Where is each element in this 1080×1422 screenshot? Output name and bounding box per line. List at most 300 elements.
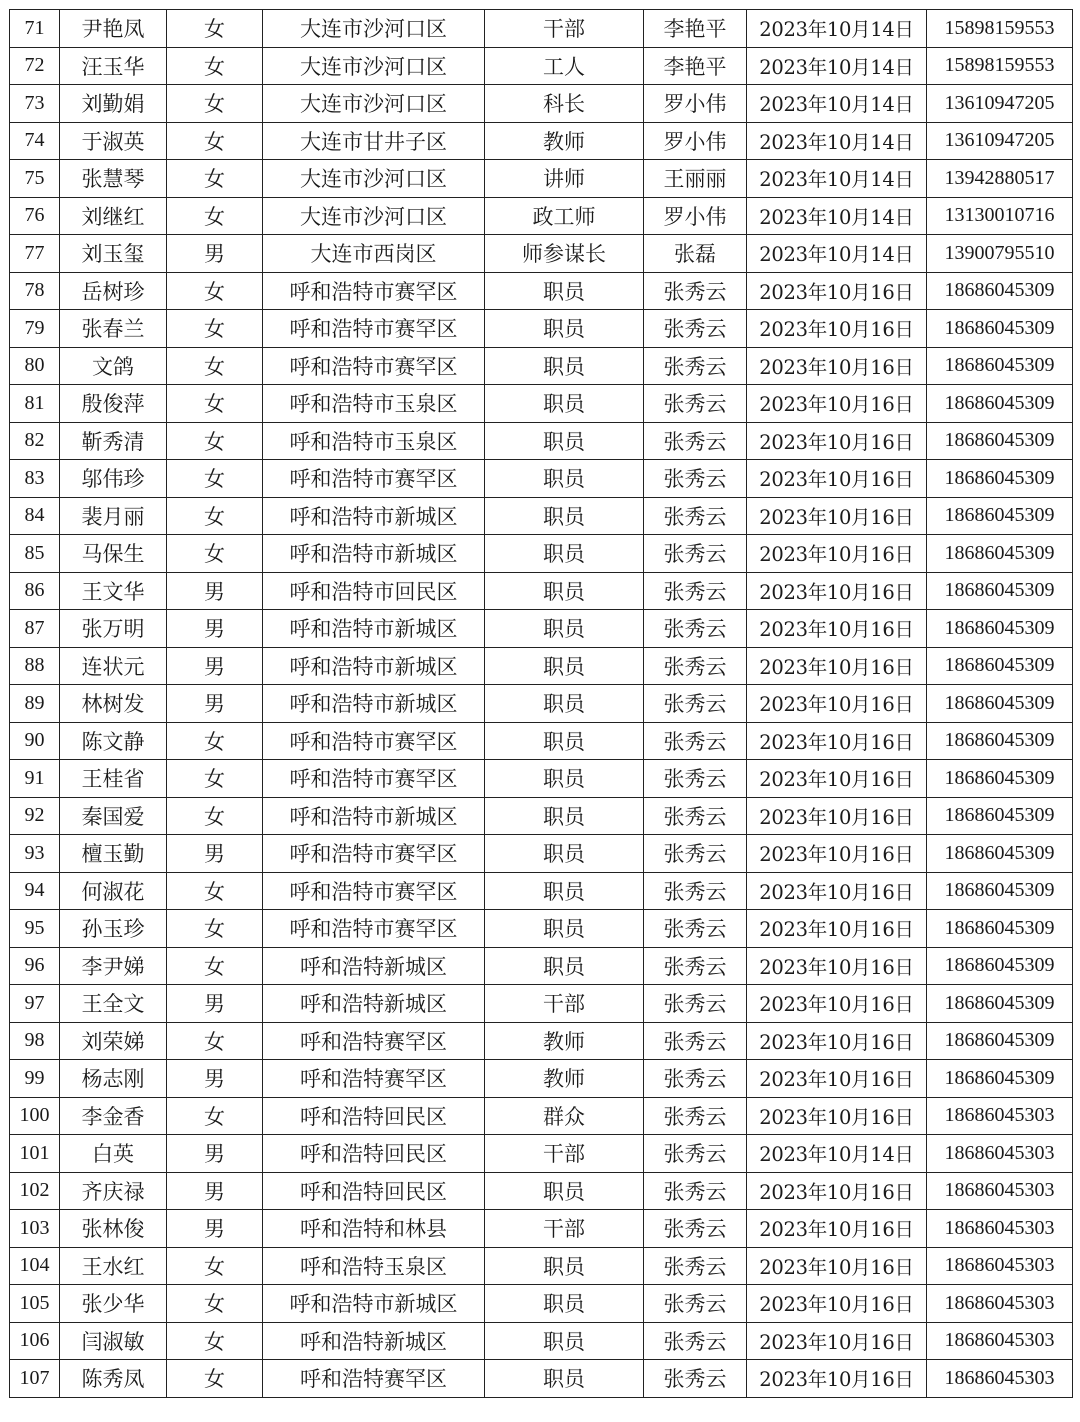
table-row xyxy=(10,1360,1073,1398)
date-cell: 2023年10月16日 xyxy=(747,385,927,423)
address-cell: 大连市沙河口区 xyxy=(263,85,485,123)
address-cell: 呼和浩特市新城区 xyxy=(263,535,485,573)
contact-person-cell: 张秀云 xyxy=(644,347,747,385)
date-cell: 2023年10月16日 xyxy=(747,947,927,985)
date-cell: 2023年10月16日 xyxy=(747,760,927,798)
date-cell: 2023年10月16日 xyxy=(747,835,927,873)
phone-cell: 18686045309 xyxy=(927,347,1073,385)
occupation-cell: 职员 xyxy=(485,1322,644,1360)
phone-cell: 18686045303 xyxy=(927,1097,1073,1135)
date-cell: 2023年10月16日 xyxy=(747,722,927,760)
person-name-cell: 张林俊 xyxy=(60,1210,167,1248)
occupation-cell: 职员 xyxy=(485,460,644,498)
phone-cell: 18686045303 xyxy=(927,1247,1073,1285)
contact-person-cell: 张秀云 xyxy=(644,685,747,723)
date-cell: 2023年10月16日 xyxy=(747,535,927,573)
gender-cell: 男 xyxy=(167,1135,263,1173)
row-number-cell: 84 xyxy=(10,497,60,535)
phone-cell: 18686045309 xyxy=(927,760,1073,798)
gender-cell: 男 xyxy=(167,647,263,685)
occupation-cell: 职员 xyxy=(485,1247,644,1285)
phone-cell: 18686045309 xyxy=(927,872,1073,910)
address-cell: 呼和浩特市玉泉区 xyxy=(263,422,485,460)
person-name-cell: 刘继红 xyxy=(60,197,167,235)
person-name-cell: 于淑英 xyxy=(60,122,167,160)
person-name-cell: 连状元 xyxy=(60,647,167,685)
row-number-cell: 79 xyxy=(10,310,60,348)
contact-person-cell: 张秀云 xyxy=(644,460,747,498)
person-name-cell: 杨志刚 xyxy=(60,1060,167,1098)
row-number-cell: 95 xyxy=(10,910,60,948)
contact-person-cell: 张秀云 xyxy=(644,722,747,760)
table-row xyxy=(10,610,1073,648)
contact-person-cell: 张秀云 xyxy=(644,872,747,910)
phone-cell: 13130010716 xyxy=(927,197,1073,235)
row-number-cell: 89 xyxy=(10,685,60,723)
contact-person-cell: 张秀云 xyxy=(644,1135,747,1173)
address-cell: 呼和浩特市赛罕区 xyxy=(263,760,485,798)
date-cell: 2023年10月16日 xyxy=(747,647,927,685)
occupation-cell: 职员 xyxy=(485,1360,644,1398)
contact-person-cell: 罗小伟 xyxy=(644,197,747,235)
row-number-cell: 101 xyxy=(10,1135,60,1173)
gender-cell: 男 xyxy=(167,610,263,648)
contact-person-cell: 李艳平 xyxy=(644,10,747,48)
phone-cell: 18686045309 xyxy=(927,610,1073,648)
date-cell: 2023年10月16日 xyxy=(747,310,927,348)
address-cell: 呼和浩特新城区 xyxy=(263,1322,485,1360)
address-cell: 呼和浩特市赛罕区 xyxy=(263,347,485,385)
contact-person-cell: 张秀云 xyxy=(644,272,747,310)
person-name-cell: 岳树珍 xyxy=(60,272,167,310)
occupation-cell: 职员 xyxy=(485,797,644,835)
row-number-cell: 105 xyxy=(10,1285,60,1323)
gender-cell: 女 xyxy=(167,197,263,235)
person-name-cell: 张少华 xyxy=(60,1285,167,1323)
person-name-cell: 闫淑敏 xyxy=(60,1322,167,1360)
table-row xyxy=(10,422,1073,460)
date-cell: 2023年10月14日 xyxy=(747,85,927,123)
contact-person-cell: 张秀云 xyxy=(644,610,747,648)
contact-person-cell: 李艳平 xyxy=(644,47,747,85)
phone-cell: 18686045309 xyxy=(927,797,1073,835)
occupation-cell: 职员 xyxy=(485,722,644,760)
contact-person-cell: 罗小伟 xyxy=(644,85,747,123)
address-cell: 大连市沙河口区 xyxy=(263,10,485,48)
date-cell: 2023年10月16日 xyxy=(747,347,927,385)
contact-person-cell: 张秀云 xyxy=(644,1322,747,1360)
phone-cell: 18686045309 xyxy=(927,535,1073,573)
row-number-cell: 77 xyxy=(10,235,60,273)
table-row xyxy=(10,835,1073,873)
table-row xyxy=(10,685,1073,723)
address-cell: 呼和浩特市赛罕区 xyxy=(263,310,485,348)
row-number-cell: 90 xyxy=(10,722,60,760)
address-cell: 呼和浩特赛罕区 xyxy=(263,1022,485,1060)
row-number-cell: 91 xyxy=(10,760,60,798)
date-cell: 2023年10月14日 xyxy=(747,235,927,273)
person-name-cell: 张万明 xyxy=(60,610,167,648)
contact-person-cell: 张秀云 xyxy=(644,760,747,798)
address-cell: 呼和浩特市新城区 xyxy=(263,797,485,835)
phone-cell: 18686045309 xyxy=(927,722,1073,760)
table-row xyxy=(10,1247,1073,1285)
phone-cell: 18686045303 xyxy=(927,1285,1073,1323)
phone-cell: 15898159553 xyxy=(927,10,1073,48)
date-cell: 2023年10月16日 xyxy=(747,1022,927,1060)
gender-cell: 男 xyxy=(167,685,263,723)
phone-cell: 15898159553 xyxy=(927,47,1073,85)
date-cell: 2023年10月14日 xyxy=(747,10,927,48)
address-cell: 大连市沙河口区 xyxy=(263,197,485,235)
address-cell: 大连市沙河口区 xyxy=(263,47,485,85)
row-number-cell: 71 xyxy=(10,10,60,48)
row-number-cell: 104 xyxy=(10,1247,60,1285)
table-row xyxy=(10,872,1073,910)
table-row xyxy=(10,1022,1073,1060)
table-body xyxy=(10,10,1073,1398)
table-row xyxy=(10,797,1073,835)
contact-person-cell: 张秀云 xyxy=(644,497,747,535)
phone-cell: 13610947205 xyxy=(927,85,1073,123)
gender-cell: 女 xyxy=(167,910,263,948)
occupation-cell: 教师 xyxy=(485,1060,644,1098)
gender-cell: 女 xyxy=(167,122,263,160)
date-cell: 2023年10月16日 xyxy=(747,872,927,910)
occupation-cell: 职员 xyxy=(485,835,644,873)
contact-person-cell: 张磊 xyxy=(644,235,747,273)
row-number-cell: 78 xyxy=(10,272,60,310)
occupation-cell: 职员 xyxy=(485,422,644,460)
row-number-cell: 99 xyxy=(10,1060,60,1098)
date-cell: 2023年10月16日 xyxy=(747,1172,927,1210)
occupation-cell: 干部 xyxy=(485,985,644,1023)
address-cell: 呼和浩特新城区 xyxy=(263,985,485,1023)
phone-cell: 18686045309 xyxy=(927,310,1073,348)
person-name-cell: 刘荣娣 xyxy=(60,1022,167,1060)
row-number-cell: 76 xyxy=(10,197,60,235)
row-number-cell: 83 xyxy=(10,460,60,498)
phone-cell: 18686045309 xyxy=(927,835,1073,873)
gender-cell: 女 xyxy=(167,497,263,535)
occupation-cell: 职员 xyxy=(485,272,644,310)
phone-cell: 13942880517 xyxy=(927,160,1073,198)
gender-cell: 女 xyxy=(167,1285,263,1323)
person-name-cell: 刘玉玺 xyxy=(60,235,167,273)
person-name-cell: 张春兰 xyxy=(60,310,167,348)
person-name-cell: 孙玉珍 xyxy=(60,910,167,948)
date-cell: 2023年10月16日 xyxy=(747,685,927,723)
occupation-cell: 干部 xyxy=(485,1210,644,1248)
phone-cell: 18686045303 xyxy=(927,1135,1073,1173)
contact-person-cell: 张秀云 xyxy=(644,835,747,873)
gender-cell: 女 xyxy=(167,385,263,423)
gender-cell: 男 xyxy=(167,1060,263,1098)
row-number-cell: 80 xyxy=(10,347,60,385)
occupation-cell: 政工师 xyxy=(485,197,644,235)
phone-cell: 13900795510 xyxy=(927,235,1073,273)
occupation-cell: 职员 xyxy=(485,385,644,423)
table-row xyxy=(10,1097,1073,1135)
person-name-cell: 王水红 xyxy=(60,1247,167,1285)
address-cell: 呼和浩特市赛罕区 xyxy=(263,460,485,498)
gender-cell: 女 xyxy=(167,1360,263,1398)
row-number-cell: 102 xyxy=(10,1172,60,1210)
person-name-cell: 白英 xyxy=(60,1135,167,1173)
date-cell: 2023年10月16日 xyxy=(747,1210,927,1248)
table-row xyxy=(10,947,1073,985)
date-cell: 2023年10月16日 xyxy=(747,460,927,498)
person-name-cell: 尹艳凤 xyxy=(60,10,167,48)
gender-cell: 男 xyxy=(167,1172,263,1210)
table-row xyxy=(10,910,1073,948)
person-name-cell: 檀玉勤 xyxy=(60,835,167,873)
occupation-cell: 职员 xyxy=(485,1285,644,1323)
address-cell: 呼和浩特市新城区 xyxy=(263,610,485,648)
phone-cell: 18686045309 xyxy=(927,497,1073,535)
date-cell: 2023年10月16日 xyxy=(747,1322,927,1360)
row-number-cell: 93 xyxy=(10,835,60,873)
contact-person-cell: 张秀云 xyxy=(644,1172,747,1210)
row-number-cell: 75 xyxy=(10,160,60,198)
row-number-cell: 97 xyxy=(10,985,60,1023)
date-cell: 2023年10月16日 xyxy=(747,497,927,535)
phone-cell: 18686045309 xyxy=(927,272,1073,310)
table-row xyxy=(10,1285,1073,1323)
person-name-cell: 邬伟珍 xyxy=(60,460,167,498)
address-cell: 呼和浩特市赛罕区 xyxy=(263,910,485,948)
date-cell: 2023年10月16日 xyxy=(747,985,927,1023)
gender-cell: 女 xyxy=(167,1322,263,1360)
date-cell: 2023年10月16日 xyxy=(747,910,927,948)
phone-cell: 18686045303 xyxy=(927,1210,1073,1248)
gender-cell: 女 xyxy=(167,1022,263,1060)
row-number-cell: 86 xyxy=(10,572,60,610)
person-name-cell: 王全文 xyxy=(60,985,167,1023)
occupation-cell: 职员 xyxy=(485,1172,644,1210)
address-cell: 呼和浩特新城区 xyxy=(263,947,485,985)
person-name-cell: 陈文静 xyxy=(60,722,167,760)
person-name-cell: 殷俊萍 xyxy=(60,385,167,423)
occupation-cell: 职员 xyxy=(485,760,644,798)
gender-cell: 女 xyxy=(167,10,263,48)
row-number-cell: 98 xyxy=(10,1022,60,1060)
contact-person-cell: 张秀云 xyxy=(644,572,747,610)
phone-cell: 18686045309 xyxy=(927,385,1073,423)
gender-cell: 女 xyxy=(167,872,263,910)
table-row xyxy=(10,985,1073,1023)
gender-cell: 女 xyxy=(167,422,263,460)
contact-person-cell: 张秀云 xyxy=(644,1247,747,1285)
person-name-cell: 秦国爱 xyxy=(60,797,167,835)
address-cell: 呼和浩特市新城区 xyxy=(263,685,485,723)
address-cell: 呼和浩特市回民区 xyxy=(263,572,485,610)
person-name-cell: 裴月丽 xyxy=(60,497,167,535)
date-cell: 2023年10月16日 xyxy=(747,1285,927,1323)
address-cell: 呼和浩特市新城区 xyxy=(263,647,485,685)
occupation-cell: 群众 xyxy=(485,1097,644,1135)
contact-person-cell: 张秀云 xyxy=(644,985,747,1023)
person-name-cell: 齐庆禄 xyxy=(60,1172,167,1210)
gender-cell: 男 xyxy=(167,1210,263,1248)
contact-person-cell: 张秀云 xyxy=(644,1022,747,1060)
phone-cell: 18686045303 xyxy=(927,1360,1073,1398)
table-row xyxy=(10,347,1073,385)
person-name-cell: 陈秀凤 xyxy=(60,1360,167,1398)
table-row xyxy=(10,1172,1073,1210)
row-number-cell: 103 xyxy=(10,1210,60,1248)
table-row xyxy=(10,647,1073,685)
contact-person-cell: 张秀云 xyxy=(644,310,747,348)
phone-cell: 18686045309 xyxy=(927,947,1073,985)
occupation-cell: 工人 xyxy=(485,47,644,85)
contact-person-cell: 张秀云 xyxy=(644,947,747,985)
occupation-cell: 教师 xyxy=(485,122,644,160)
date-cell: 2023年10月14日 xyxy=(747,122,927,160)
address-cell: 呼和浩特回民区 xyxy=(263,1172,485,1210)
row-number-cell: 88 xyxy=(10,647,60,685)
row-number-cell: 96 xyxy=(10,947,60,985)
row-number-cell: 72 xyxy=(10,47,60,85)
row-number-cell: 82 xyxy=(10,422,60,460)
occupation-cell: 职员 xyxy=(485,685,644,723)
occupation-cell: 职员 xyxy=(485,947,644,985)
address-cell: 呼和浩特市新城区 xyxy=(263,497,485,535)
occupation-cell: 职员 xyxy=(485,497,644,535)
address-cell: 呼和浩特玉泉区 xyxy=(263,1247,485,1285)
person-name-cell: 何淑花 xyxy=(60,872,167,910)
row-number-cell: 106 xyxy=(10,1322,60,1360)
contact-person-cell: 张秀云 xyxy=(644,1097,747,1135)
date-cell: 2023年10月16日 xyxy=(747,1247,927,1285)
address-cell: 大连市甘井子区 xyxy=(263,122,485,160)
row-number-cell: 73 xyxy=(10,85,60,123)
phone-cell: 18686045309 xyxy=(927,910,1073,948)
address-cell: 呼和浩特赛罕区 xyxy=(263,1060,485,1098)
table-row xyxy=(10,272,1073,310)
person-name-cell: 张慧琴 xyxy=(60,160,167,198)
date-cell: 2023年10月16日 xyxy=(747,1360,927,1398)
table-row xyxy=(10,10,1073,48)
occupation-cell: 职员 xyxy=(485,872,644,910)
table-row xyxy=(10,310,1073,348)
person-name-cell: 王桂省 xyxy=(60,760,167,798)
gender-cell: 女 xyxy=(167,947,263,985)
gender-cell: 男 xyxy=(167,985,263,1023)
contact-person-cell: 张秀云 xyxy=(644,647,747,685)
date-cell: 2023年10月14日 xyxy=(747,47,927,85)
table-row xyxy=(10,460,1073,498)
date-cell: 2023年10月16日 xyxy=(747,422,927,460)
occupation-cell: 教师 xyxy=(485,1022,644,1060)
table-row xyxy=(10,722,1073,760)
occupation-cell: 职员 xyxy=(485,610,644,648)
date-cell: 2023年10月16日 xyxy=(747,610,927,648)
row-number-cell: 92 xyxy=(10,797,60,835)
gender-cell: 男 xyxy=(167,572,263,610)
occupation-cell: 讲师 xyxy=(485,160,644,198)
person-name-cell: 王文华 xyxy=(60,572,167,610)
date-cell: 2023年10月16日 xyxy=(747,272,927,310)
registration-table xyxy=(9,9,1073,1398)
gender-cell: 女 xyxy=(167,347,263,385)
occupation-cell: 师参谋长 xyxy=(485,235,644,273)
gender-cell: 女 xyxy=(167,47,263,85)
gender-cell: 女 xyxy=(167,272,263,310)
date-cell: 2023年10月16日 xyxy=(747,1060,927,1098)
person-name-cell: 林树发 xyxy=(60,685,167,723)
date-cell: 2023年10月14日 xyxy=(747,197,927,235)
row-number-cell: 85 xyxy=(10,535,60,573)
gender-cell: 男 xyxy=(167,235,263,273)
address-cell: 呼和浩特回民区 xyxy=(263,1135,485,1173)
gender-cell: 女 xyxy=(167,722,263,760)
table-row xyxy=(10,47,1073,85)
occupation-cell: 职员 xyxy=(485,535,644,573)
address-cell: 呼和浩特市赛罕区 xyxy=(263,872,485,910)
phone-cell: 18686045309 xyxy=(927,1060,1073,1098)
address-cell: 呼和浩特和林县 xyxy=(263,1210,485,1248)
contact-person-cell: 张秀云 xyxy=(644,1285,747,1323)
table-row xyxy=(10,535,1073,573)
gender-cell: 女 xyxy=(167,535,263,573)
address-cell: 呼和浩特市新城区 xyxy=(263,1285,485,1323)
address-cell: 呼和浩特市赛罕区 xyxy=(263,835,485,873)
gender-cell: 女 xyxy=(167,797,263,835)
occupation-cell: 职员 xyxy=(485,347,644,385)
row-number-cell: 87 xyxy=(10,610,60,648)
address-cell: 大连市沙河口区 xyxy=(263,160,485,198)
contact-person-cell: 张秀云 xyxy=(644,535,747,573)
table-row xyxy=(10,160,1073,198)
contact-person-cell: 张秀云 xyxy=(644,422,747,460)
contact-person-cell: 罗小伟 xyxy=(644,122,747,160)
person-name-cell: 文鸽 xyxy=(60,347,167,385)
table-row xyxy=(10,85,1073,123)
address-cell: 呼和浩特赛罕区 xyxy=(263,1360,485,1398)
phone-cell: 18686045309 xyxy=(927,985,1073,1023)
gender-cell: 女 xyxy=(167,160,263,198)
date-cell: 2023年10月16日 xyxy=(747,1097,927,1135)
date-cell: 2023年10月14日 xyxy=(747,160,927,198)
date-cell: 2023年10月16日 xyxy=(747,797,927,835)
address-cell: 呼和浩特市赛罕区 xyxy=(263,722,485,760)
gender-cell: 男 xyxy=(167,835,263,873)
occupation-cell: 科长 xyxy=(485,85,644,123)
address-cell: 呼和浩特回民区 xyxy=(263,1097,485,1135)
contact-person-cell: 张秀云 xyxy=(644,1210,747,1248)
row-number-cell: 107 xyxy=(10,1360,60,1398)
table-row xyxy=(10,385,1073,423)
phone-cell: 18686045303 xyxy=(927,1322,1073,1360)
table-row xyxy=(10,1135,1073,1173)
gender-cell: 女 xyxy=(167,760,263,798)
table-row xyxy=(10,760,1073,798)
occupation-cell: 职员 xyxy=(485,647,644,685)
gender-cell: 女 xyxy=(167,310,263,348)
gender-cell: 女 xyxy=(167,1247,263,1285)
contact-person-cell: 张秀云 xyxy=(644,385,747,423)
address-cell: 呼和浩特市赛罕区 xyxy=(263,272,485,310)
phone-cell: 18686045309 xyxy=(927,685,1073,723)
row-number-cell: 74 xyxy=(10,122,60,160)
person-name-cell: 马保生 xyxy=(60,535,167,573)
gender-cell: 女 xyxy=(167,1097,263,1135)
date-cell: 2023年10月16日 xyxy=(747,572,927,610)
contact-person-cell: 张秀云 xyxy=(644,1060,747,1098)
table-row xyxy=(10,1322,1073,1360)
phone-cell: 18686045309 xyxy=(927,572,1073,610)
